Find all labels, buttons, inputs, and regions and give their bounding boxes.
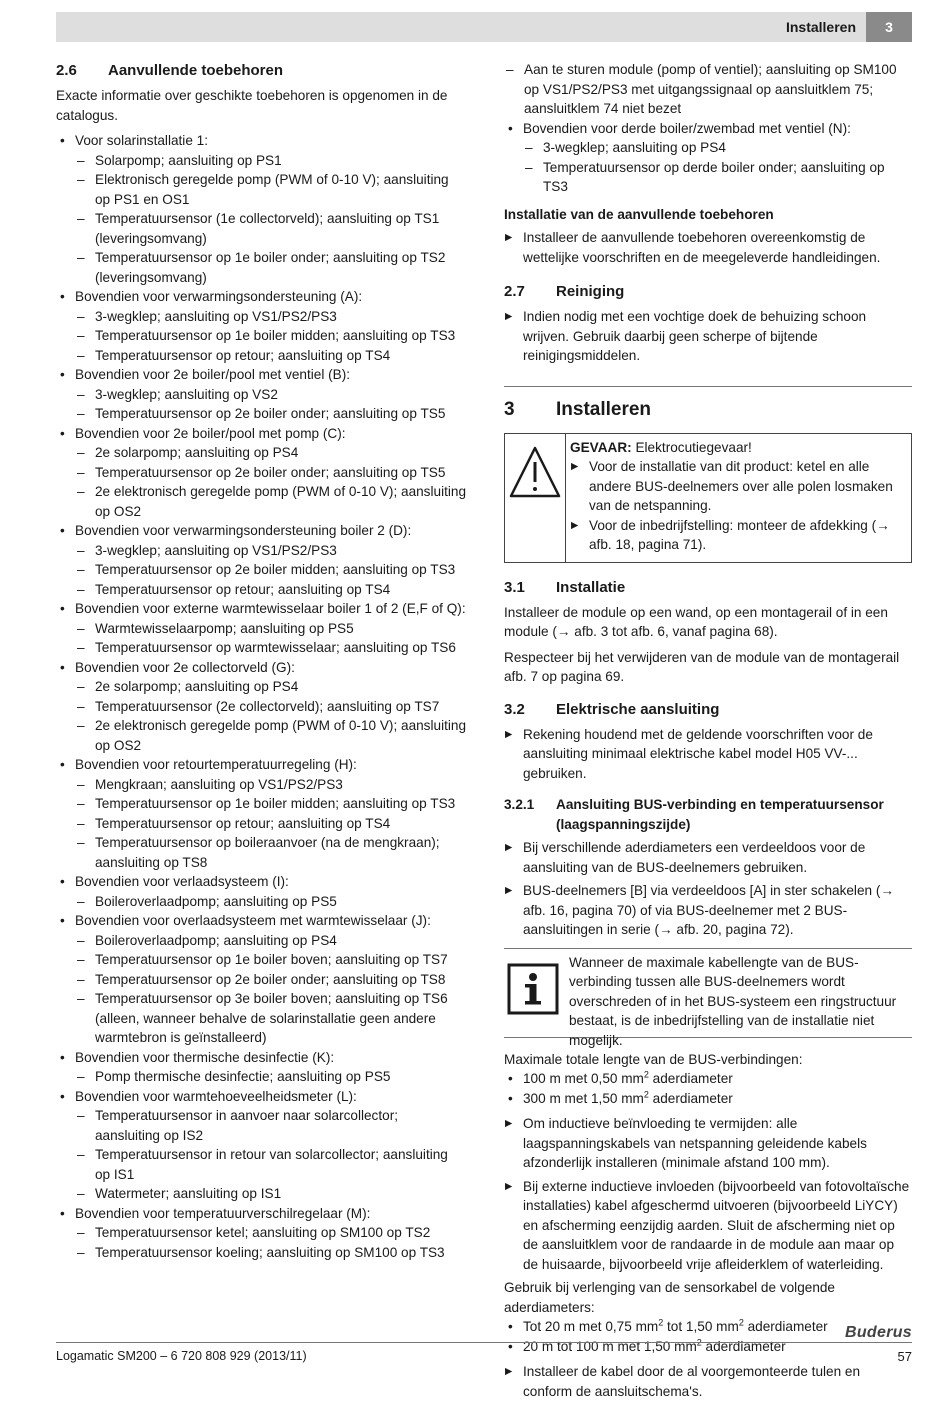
- sub-list-item: – Temperatuursensor op 2e boiler midden; aansluiting op TS3: [75, 560, 466, 580]
- sub-list-item: – Pomp thermische desinfectie; aansluiting op PS5: [75, 1067, 466, 1087]
- max-length-intro: Maximale totale lengte van de BUS-verbindingen:: [504, 1051, 803, 1067]
- list-item: [56, 424, 466, 522]
- footer-divider: [56, 1342, 912, 1343]
- list-item: [56, 1087, 466, 1204]
- sub-list-item: – Boileroverlaadpomp; aansluiting op PS5: [75, 892, 466, 912]
- sub-list-item: – Temperatuursensor op 1e boiler midden; aansluiting op TS3: [75, 326, 466, 346]
- list-item: • 20 m tot 100 m met 1,50 $mm^2$ aderdiameter: [504, 1337, 912, 1357]
- instruction-step: ▶ Bij verschillende aderdiameters een verdeeldoos voor de aansluiting van de BUS-deelnemers gebruiken.: [504, 838, 912, 877]
- sub-list-item: – 2e solarpomp; aansluiting op PS4: [75, 443, 466, 463]
- sub-list-item: – Warmtewisselaarpomp; aansluiting op PS5: [75, 619, 466, 639]
- sub-list: [75, 892, 466, 912]
- sub-list-item: – 3-wegklep; aansluiting op VS2: [75, 385, 466, 405]
- list-item: [56, 599, 466, 658]
- sub-list-item: – Elektronisch geregelde pomp (PWM of 0-10 V); aansluiting op PS1 en OS1: [75, 170, 466, 209]
- sub-list: [75, 151, 466, 288]
- list-item: • 300 m met 1,50 $mm^2$ aderdiameter: [504, 1089, 912, 1109]
- list-item: • Bovendien voor derde boiler/zwembad met ventiel (N): – 3-wegklep; aansluiting op PS4 – Temperatuursensor op derde boiler onder; aansluiting op TS3: [504, 119, 912, 197]
- sub-list-item: – Solarpomp; aansluiting op PS1: [75, 151, 466, 171]
- header-title: Installeren: [785, 19, 856, 35]
- sub-list-item: – Temperatuursensor op 1e boiler midden; aansluiting op TS3: [75, 794, 466, 814]
- list-item: [56, 1048, 466, 1087]
- sub-list-item: – 3-wegklep; aansluiting op VS1/PS2/PS3: [75, 307, 466, 327]
- section-heading-3-2: 3.2 Elektrische aansluiting: [504, 700, 720, 718]
- sub-list-item: – Temperatuursensor op retour; aansluiting op TS4: [75, 814, 466, 834]
- brand-logo: Buderus: [845, 1324, 912, 1341]
- sub-list: [75, 677, 466, 755]
- sub-list: [75, 619, 466, 658]
- sub-list-item: – 3-wegklep; aansluiting op PS4: [523, 138, 912, 158]
- group-label: Bovendien voor 2e boiler/pool met pomp (C):: [75, 425, 346, 441]
- sub-list-item: – Temperatuursensor op warmtewisselaar; aansluiting op TS6: [75, 638, 466, 658]
- sub-list-item: – 3-wegklep; aansluiting op VS1/PS2/PS3: [75, 541, 466, 561]
- instruction-step: ▶ Installeer de kabel door de al voorgemonteerde tulen en conform de aansluitschema's.: [504, 1362, 912, 1401]
- accessory-list: [56, 131, 466, 1262]
- list-item: [56, 872, 466, 911]
- footer-document-id: Logamatic SM200 – 6 720 808 929 (2013/11): [56, 1349, 307, 1363]
- info-note-text: Wanneer de maximale kabellengte van de BUS-verbinding tussen alle BUS-deelnemers wordt overschreden of in het BUS-systeem een ringstructuur bestaat, is de inbedrijfstelling van de installatie niet mogelijk.: [569, 954, 897, 1048]
- sub-list-item: – Temperatuursensor op 2e boiler onder; aansluiting op TS5: [75, 463, 466, 483]
- section-heading-2-7: 2.7 Reiniging: [504, 283, 625, 300]
- sub-list: [75, 931, 466, 1048]
- warning-triangle-icon: [505, 434, 566, 562]
- group-label: Bovendien voor verlaadsysteem (I):: [75, 874, 289, 889]
- sub-list: [75, 443, 466, 521]
- warning-step: ▶ Voor de installatie van dit product: ketel en alle andere BUS-deelnemers over alle polen losmaken van de netspanning.: [570, 457, 903, 516]
- sub-list-item: – Temperatuursensor op derde boiler onder; aansluiting op TS3: [523, 158, 912, 197]
- list-item: [56, 131, 466, 287]
- sub-list-item: – Temperatuursensor op 1e boiler boven; aansluiting op TS7: [75, 950, 466, 970]
- installation-paragraph: Installeer de module op een wand, op een montagerail of in een module (→ afb. 3 tot afb. 6, vanaf pagina 68).: [504, 604, 888, 639]
- group-label: Bovendien voor overlaadsysteem met warmtewisselaar (J):: [75, 913, 431, 928]
- sub-list-item: – Temperatuursensor op retour; aansluiting op TS4: [75, 580, 466, 600]
- sub-list-item: – Temperatuursensor koeling; aansluiting op SM100 op TS3: [75, 1243, 466, 1263]
- extra-group-list: [504, 119, 912, 197]
- instruction-step: ▶ Indien nodig met een vochtige doek de behuizing schoon wrijven. Gebruik daarbij geen scherpe of bijtende reinigingsmiddelen.: [504, 307, 912, 366]
- section-heading-2-6: 2.6 Aanvullende toebehoren: [56, 62, 284, 79]
- section-heading-3-1: 3.1 Installatie: [504, 578, 626, 596]
- page-header: [56, 12, 912, 42]
- group-label: Bovendien voor verwarmingsondersteuning (A):: [75, 289, 363, 304]
- warning-step: ▶ Voor de inbedrijfstelling: monteer de afdekking (→ afb. 18, pagina 71).: [570, 516, 903, 555]
- intro-paragraph: Exacte informatie over geschikte toebehoren is opgenomen in de catalogus.: [56, 88, 448, 123]
- sub-list-item: – Boileroverlaadpomp; aansluiting op PS4: [75, 931, 466, 951]
- instruction-step: ▶ Bij externe inductieve invloeden (bijvoorbeeld van fotovoltaïsche installaties) kabel afgeschermd uitvoeren (bijvoorbeeld LiYCY) en afscherming eenzijdig aarden. Sluit de afscherming niet op de aansluitklem voor de randaarde in de module aan maar op de huisaarde, bijvoorbeeld vrije afleiderklem of waterleiding.: [504, 1177, 912, 1275]
- group-label: Voor solarinstallatie 1:: [75, 133, 208, 148]
- section-heading-3-2-1: 3.2.1 Aansluiting BUS-verbinding en temperatuursensor (laagspanningszijde): [504, 797, 884, 832]
- info-icon: [504, 961, 562, 1019]
- sub-list: [523, 138, 912, 197]
- chapter-number-tab: 3: [866, 12, 912, 42]
- list-item: [56, 755, 466, 872]
- sub-list: [75, 1223, 466, 1262]
- group-label: Bovendien voor 2e collectorveld (G):: [75, 659, 295, 675]
- sub-list-item: – Temperatuursensor ketel; aansluiting op SM100 op TS2: [75, 1223, 466, 1243]
- sub-list-item: – Temperatuursensor (2e collectorveld); aansluiting op TS7: [75, 697, 466, 717]
- group-label: Bovendien voor temperatuurverschilregelaar (M):: [75, 1205, 371, 1221]
- group-label: Bovendien voor verwarmingsondersteuning boiler 2 (D):: [75, 523, 412, 538]
- list-item: [56, 658, 466, 756]
- sub-list: [75, 775, 466, 873]
- sub-list-item: – Temperatuursensor in aanvoer naar solarcollector; aansluiting op IS2: [75, 1106, 466, 1145]
- sub-list: [75, 1067, 466, 1087]
- warning-title: GEVAAR: Elektrocutiegevaar!: [570, 439, 752, 455]
- sub-list-item: – 2e elektronisch geregelde pomp (PWM of 0-10 V); aansluiting op OS2: [75, 716, 466, 755]
- sub-list: [75, 385, 466, 424]
- sub-list-item: – Temperatuursensor op 1e boiler onder; aansluiting op TS2 (leveringsomvang): [75, 248, 466, 287]
- group-label: Bovendien voor warmtehoeveelheidsmeter (L):: [75, 1088, 357, 1104]
- info-note-box: [504, 948, 912, 1048]
- instruction-step: ▶ BUS-deelnemers [B] via verdeeldoos [A] in ster schakelen (→ afb. 16, pagina 70) of via BUS-deelnemer met 2 BUS-aansluitingen in serie (→ afb. 20, pagina 72).: [504, 881, 912, 940]
- chapter-heading-3: 3 Installeren: [504, 398, 652, 420]
- group-label: Bovendien voor retourtemperatuurregeling (H):: [75, 757, 357, 772]
- danger-warning-box: [504, 433, 912, 563]
- instruction-step: ▶ Rekening houdend met de geldende voorschriften voor de aansluiting minimaal elektrische kabel model H05 VV-... gebruiken.: [504, 725, 912, 784]
- sub-list: [75, 1106, 466, 1204]
- right-column: [504, 60, 912, 1405]
- sub-list-item: – 2e solarpomp; aansluiting op PS4: [75, 677, 466, 697]
- sub-list-item: – Temperatuursensor op 2e boiler onder; aansluiting op TS5: [75, 404, 466, 424]
- chapter-divider: [504, 386, 912, 387]
- page-number: 57: [897, 1349, 912, 1364]
- extension-intro: Gebruik bij verlenging van de sensorkabel de volgende aderdiameters:: [504, 1280, 835, 1315]
- group-label: Bovendien voor 2e boiler/pool met ventiel (B):: [75, 367, 351, 382]
- list-item: • 100 m met 0,50 $mm^2$ aderdiameter: [504, 1069, 912, 1089]
- sub-list-item: – Temperatuursensor op retour; aansluiting op TS4: [75, 346, 466, 366]
- sub-list-item: – Mengkraan; aansluiting op VS1/PS2/PS3: [75, 775, 466, 795]
- max-length-list: [504, 1069, 912, 1108]
- installation-accessories-heading: Installatie van de aanvullende toebehoren: [504, 206, 774, 222]
- list-item: [56, 521, 466, 599]
- instruction-step: ▶ Om inductieve beïnvloeding te vermijden: alle laagspanningskabels van netspanning geleidende kabels afzonderlijk installeren (minimale afstand 100 mm).: [504, 1114, 912, 1173]
- left-column: [56, 60, 466, 1262]
- continued-list: [504, 60, 912, 119]
- list-item: [56, 287, 466, 365]
- sub-list-item: – Temperatuursensor op boileraanvoer (na de mengkraan); aansluiting op TS8: [75, 833, 466, 872]
- list-item: [56, 911, 466, 1048]
- instruction-step: ▶ Installeer de aanvullende toebehoren overeenkomstig de wettelijke voorschriften en de meegeleverde handleidingen.: [504, 228, 912, 267]
- group-label: Bovendien voor thermische desinfectie (K):: [75, 1049, 335, 1065]
- list-item: [56, 365, 466, 424]
- list-item: • Tot 20 m met 0,75 $mm^2$ tot 1,50 $mm^2$ aderdiameter: [504, 1317, 912, 1337]
- sub-list-item: – 2e elektronisch geregelde pomp (PWM of 0-10 V); aansluiting op OS2: [75, 482, 466, 521]
- sub-list-item: – Temperatuursensor (1e collectorveld); aansluiting op TS1 (leveringsomvang): [75, 209, 466, 248]
- sub-list-item: – Aan te sturen module (pomp of ventiel); aansluiting op SM100 op VS1/PS2/PS3 met uitgangssignaal op aansluitklem 75; aansluitklem 74 niet bezet: [504, 60, 912, 119]
- sub-list-item: – Temperatuursensor in retour van solarcollector; aansluiting op IS1: [75, 1145, 466, 1184]
- list-item: [56, 1204, 466, 1263]
- sub-list: [75, 541, 466, 600]
- sub-list-item: – Temperatuursensor op 2e boiler onder; aansluiting op TS8: [75, 970, 466, 990]
- installation-paragraph: Respecteer bij het verwijderen van de module van de montagerail afb. 7 op pagina 69.: [504, 649, 900, 684]
- group-label: Bovendien voor externe warmtewisselaar boiler 1 of 2 (E,F of Q):: [75, 601, 466, 616]
- sub-list: [75, 307, 466, 366]
- sub-list-item: – Watermeter; aansluiting op IS1: [75, 1184, 466, 1204]
- sub-list-item: – Temperatuursensor op 3e boiler boven; aansluiting op TS6 (alleen, wanneer behalve de solarinstallatie geen andere warmtebron is geïnstalleerd): [75, 989, 466, 1048]
